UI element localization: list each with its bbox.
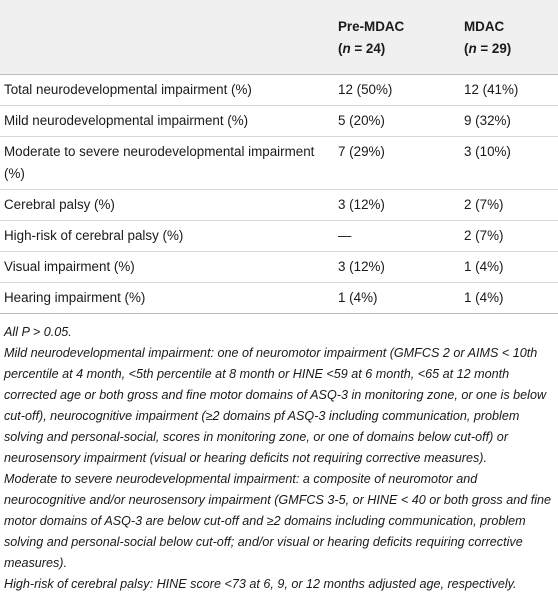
table-row: [0, 106, 558, 137]
header-pre-mdac-label: Pre-MDAC: [338, 19, 405, 34]
header-row: [0, 0, 558, 75]
row-mdac-value: 3 (10%): [464, 137, 558, 190]
row-pre-value: 3 (12%): [338, 190, 464, 221]
row-mdac-value: 9 (32%): [464, 106, 558, 137]
row-pre-value: 1 (4%): [338, 283, 464, 314]
row-label: Mild neurodevelopmental impairment (%): [0, 106, 338, 137]
row-mdac-value: 1 (4%): [464, 252, 558, 283]
row-pre-value: 12 (50%): [338, 75, 464, 106]
header-mdac-n-open: (: [464, 41, 469, 56]
row-mdac-value: 1 (4%): [464, 283, 558, 314]
row-label: Cerebral palsy (%): [0, 190, 338, 221]
table-header: [0, 0, 558, 75]
header-pre-mdac-n-open: (: [338, 41, 343, 56]
table-row: [0, 283, 558, 314]
row-pre-value: 7 (29%): [338, 137, 464, 190]
row-pre-value: 3 (12%): [338, 252, 464, 283]
header-pre-mdac-n: [338, 38, 460, 60]
header-mdac: [464, 0, 558, 75]
table-body: [0, 75, 558, 314]
row-mdac-value: 12 (41%): [464, 75, 558, 106]
row-pre-value: 5 (20%): [338, 106, 464, 137]
header-mdac-n: [464, 38, 554, 60]
footnote-mild-definition: Mild neurodevelopmental impairment: one of neuromotor impairment (GMFCS 2 or AIMS < 10th percentile at 4 month, <5th percentile at 8 month or HINE <59 at 6 month, <65 at 12 month corrected age or both gross and fine motor domains of ASQ-3 in monitoring zone, or one is below cut-off), neurocognitive impairment (≥2 domains pf ASQ-3 including communication, problem solving and personal-social, scores in monitoring zone, or one of domains below cut-off) or neurosensory impairment (visual or hearing deficits not requiring corrective measures).: [4, 346, 547, 465]
header-pre-mdac-n-var: n: [342, 41, 351, 56]
table-row: [0, 75, 558, 106]
table-row: [0, 137, 558, 190]
header-mdac-n-var: n: [468, 41, 477, 56]
row-pre-value: —: [338, 221, 464, 252]
footnote-p-value: All P > 0.05.: [4, 325, 72, 339]
row-label: Visual impairment (%): [0, 252, 338, 283]
row-label: High-risk of cerebral palsy (%): [0, 221, 338, 252]
row-label: Total neurodevelopmental impairment (%): [0, 75, 338, 106]
row-label: Moderate to severe neurodevelopmental impairment (%): [0, 137, 338, 190]
header-empty-cell: [0, 0, 338, 75]
row-mdac-value: 2 (7%): [464, 221, 558, 252]
table-row: [0, 252, 558, 283]
row-mdac-value: 2 (7%): [464, 190, 558, 221]
header-mdac-n-rest: = 29): [476, 41, 512, 56]
header-mdac-label: MDAC: [464, 19, 505, 34]
footnote-moderate-definition: Moderate to severe neurodevelopmental impairment: a composite of neuromotor and neurocognitive and/or neurosensory impairment (GMFCS 3-5, or HINE < 40 or both gross and fine motor domains of ASQ-3 are below cut-off and ≥2 domains including communication, problem solving and personal-social below cut-off; and/or visual or hearing deficits requiring corrective measures).: [4, 472, 552, 570]
table-row: [0, 190, 558, 221]
row-label: Hearing impairment (%): [0, 283, 338, 314]
table-footnotes: [0, 314, 558, 595]
footnote-high-risk-definition: High-risk of cerebral palsy: HINE score <73 at 6, 9, or 12 months adjusted age, respectively.: [4, 577, 517, 591]
header-pre-mdac: [338, 0, 464, 75]
header-pre-mdac-n-rest: = 24): [350, 41, 386, 56]
table-row: [0, 221, 558, 252]
